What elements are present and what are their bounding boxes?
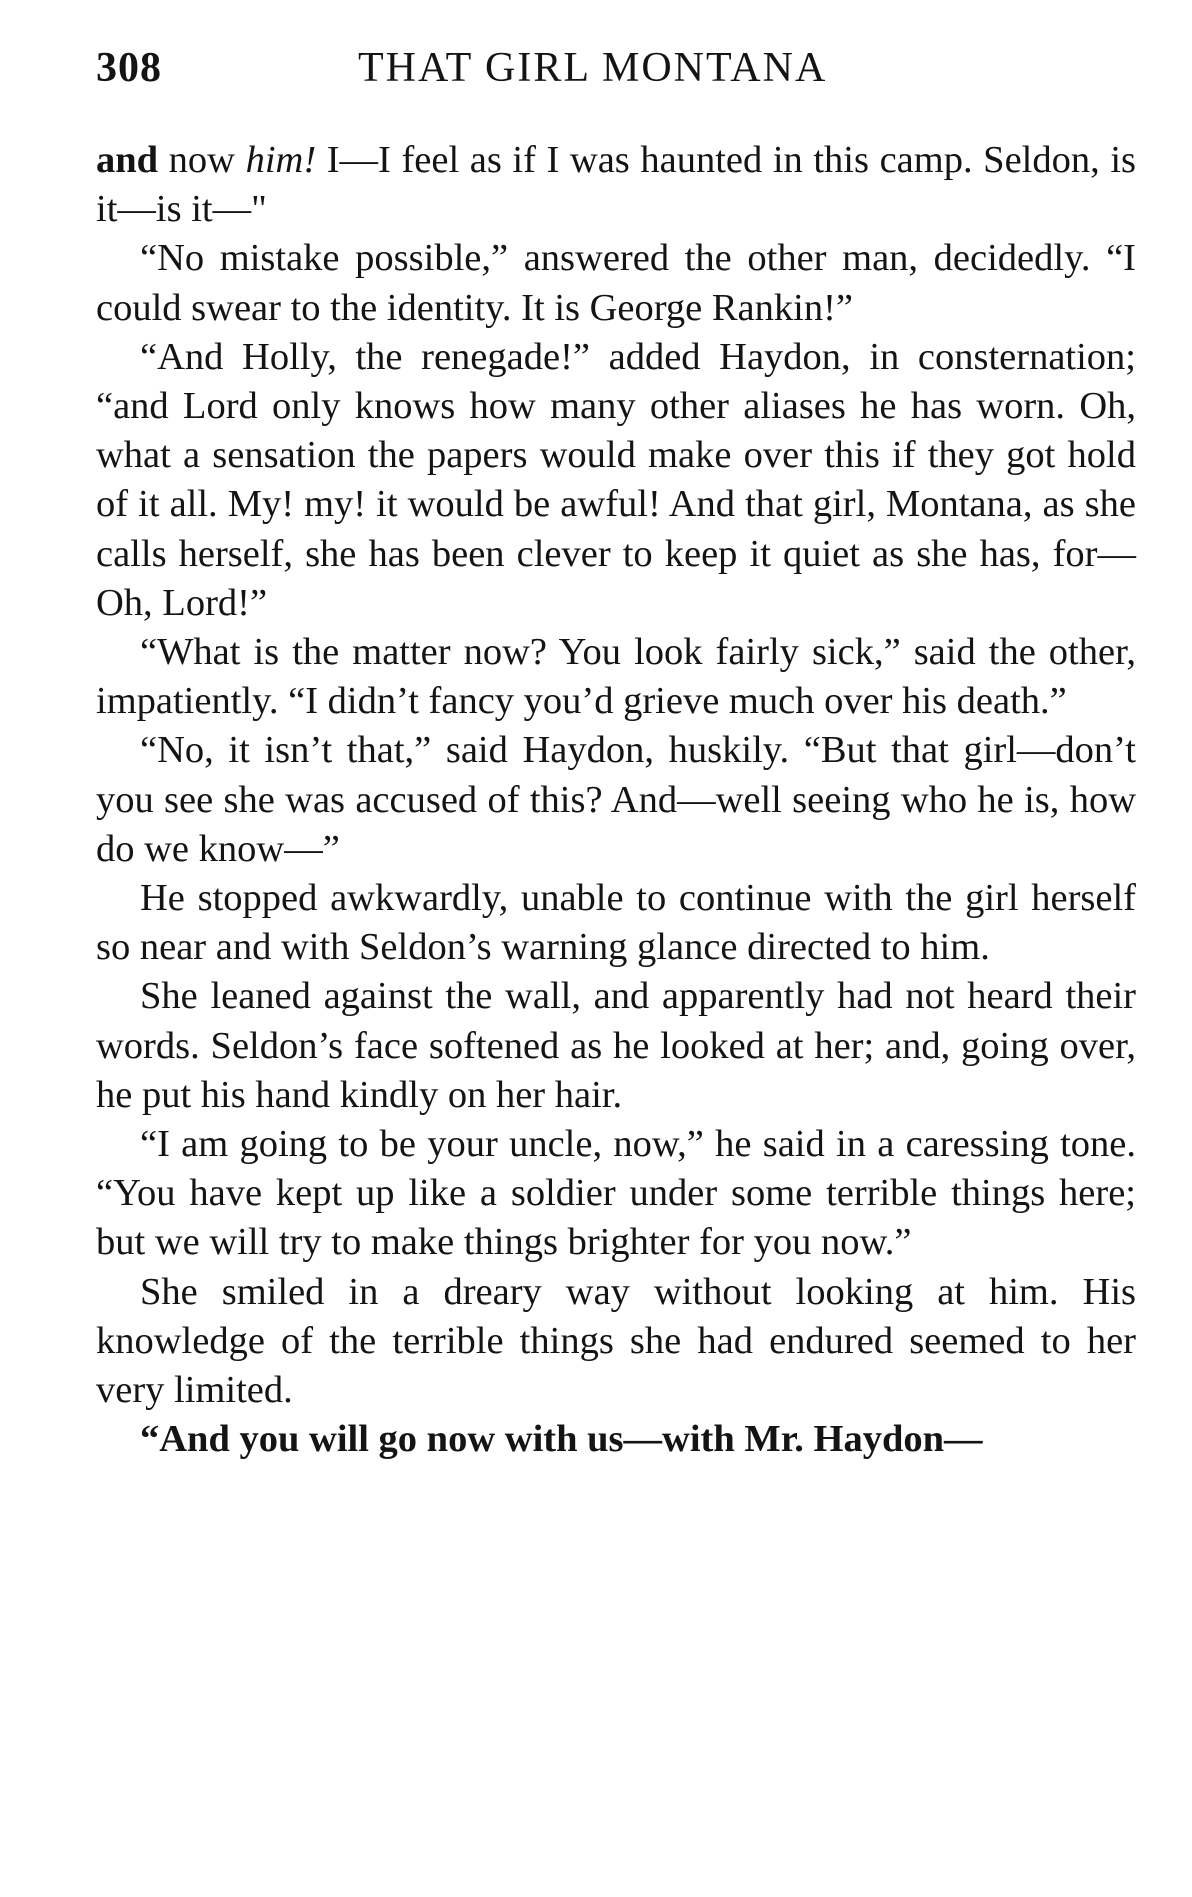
body-text: [96, 136, 1136, 1464]
paragraph-text: I—I feel as if I was haunted in this camp. Seldon, is it—is it—": [96, 139, 1136, 231]
paragraph: She leaned against the wall, and apparently had not heard their words. Seldon’s face softened as he looked at her; and, going over, he put his hand kindly on her hair.: [96, 975, 1136, 1116]
page-number: 308: [96, 45, 162, 91]
paragraph: “What is the matter now? You look fairly sick,” said the other, impatiently. “I didn’t fancy you’d grieve much over his death.”: [96, 631, 1136, 723]
paragraph-final-line: “And you will go now with us—with Mr. Haydon—: [140, 1418, 983, 1461]
paragraph: “I am going to be your uncle, now,” he said in a caressing tone. “You have kept up like a soldier under some terrible things here; but we will try to make things brighter for you now.”: [96, 1123, 1136, 1264]
paragraph: “No mistake possible,” answered the other man, decidedly. “I could swear to the identity. It is George Rankin!”: [96, 237, 1136, 329]
running-title: THAT GIRL MONTANA: [358, 45, 828, 91]
paragraph: “And Holly, the renegade!” added Haydon, in consternation; “and Lord only knows how many other aliases he has worn. Oh, what a sensation the papers would make over this if they got hold of it all. My! my! it would be awful! And that girl, Montana, as she calls herself, she has been clever to keep it quiet as she has, for—Oh, Lord!”: [96, 335, 1136, 624]
page-header: [96, 44, 1136, 100]
emphasized-word: him!: [245, 139, 317, 181]
paragraph: He stopped awkwardly, unable to continue with the girl herself so near and with Seldon’s warning glance directed to him.: [96, 877, 1136, 969]
paragraph: She smiled in a dreary way without looking at him. His knowledge of the terrible things she had endured seemed to her very limited.: [96, 1270, 1136, 1412]
paragraph-text: now: [158, 139, 246, 181]
paragraph-continued: [96, 136, 1136, 234]
paragraph: “No, it isn’t that,” said Haydon, huskily. “But that girl—don’t you see she was accused of this? And—well seeing who he is, how do we know—”: [96, 729, 1136, 870]
paragraph-lead-word: and: [96, 139, 159, 181]
